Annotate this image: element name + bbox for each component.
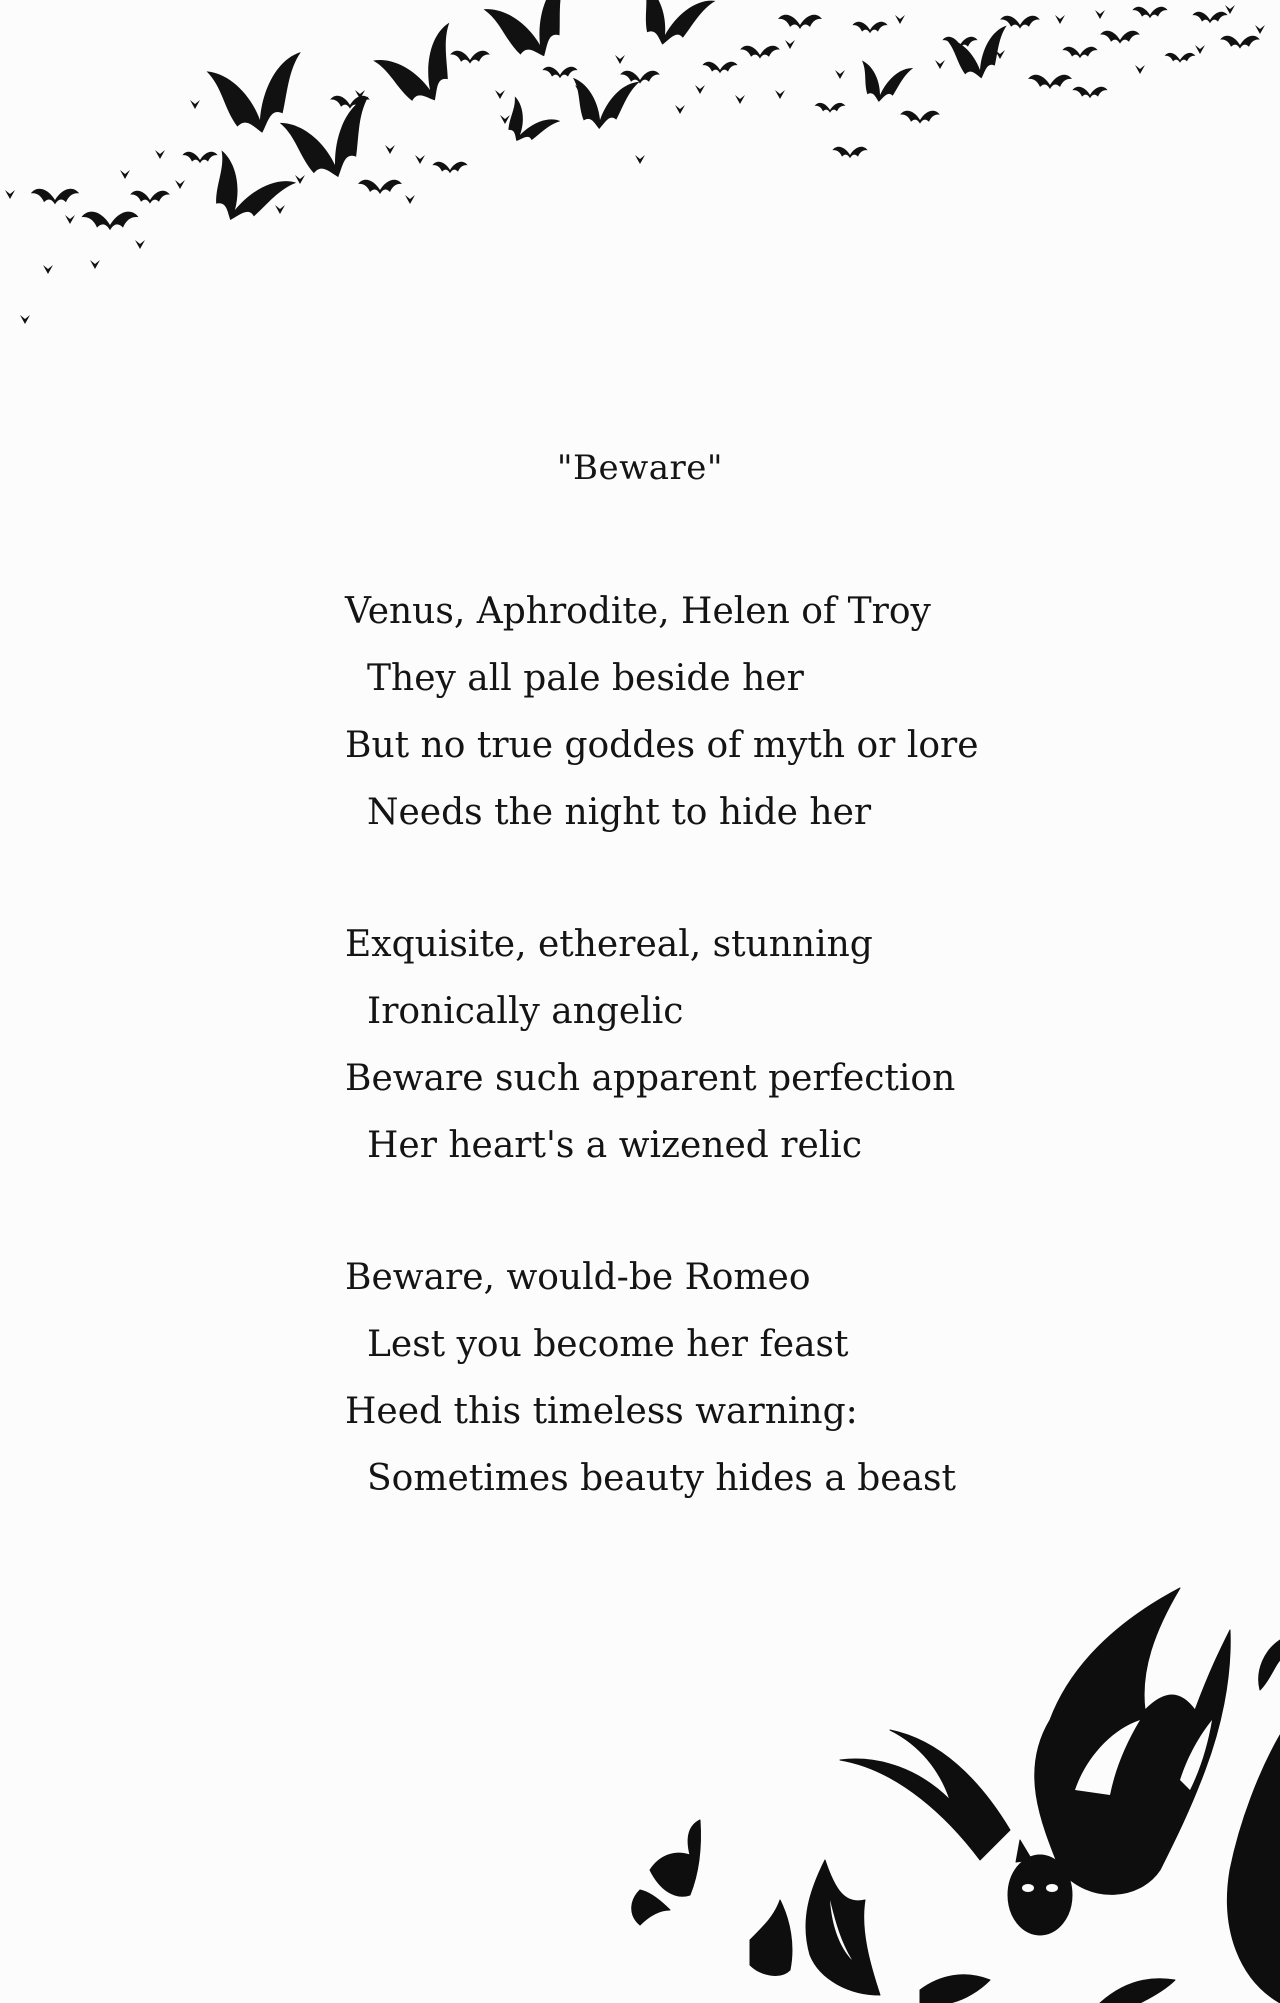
poem-line: Sometimes beauty hides a beast bbox=[367, 1458, 956, 1499]
poem-line: Heed this timeless warning: bbox=[345, 1391, 858, 1432]
stanza bbox=[345, 578, 1045, 846]
poem-line: But no true goddes of myth or lore bbox=[345, 725, 979, 766]
bat-swarm-illustration bbox=[0, 0, 1280, 340]
stanza bbox=[345, 911, 1045, 1179]
poem-body bbox=[345, 578, 1045, 1577]
poem-line: Venus, Aphrodite, Helen of Troy bbox=[345, 591, 931, 632]
poem-line: Beware such apparent perfection bbox=[345, 1058, 956, 1099]
poem-line: Exquisite, ethereal, stunning bbox=[345, 924, 873, 965]
poem-line: They all pale beside her bbox=[367, 658, 804, 699]
stanza bbox=[345, 1244, 1045, 1512]
poem-title: "Beware" bbox=[556, 448, 724, 488]
poem-line: Ironically angelic bbox=[367, 991, 684, 1032]
poem-line: Beware, would-be Romeo bbox=[345, 1257, 811, 1298]
poem-line: Lest you become her feast bbox=[367, 1324, 849, 1365]
large-bats-illustration bbox=[620, 1570, 1280, 2003]
poem-line: Needs the night to hide her bbox=[367, 792, 872, 833]
poem-line: Her heart's a wizened relic bbox=[367, 1125, 862, 1166]
